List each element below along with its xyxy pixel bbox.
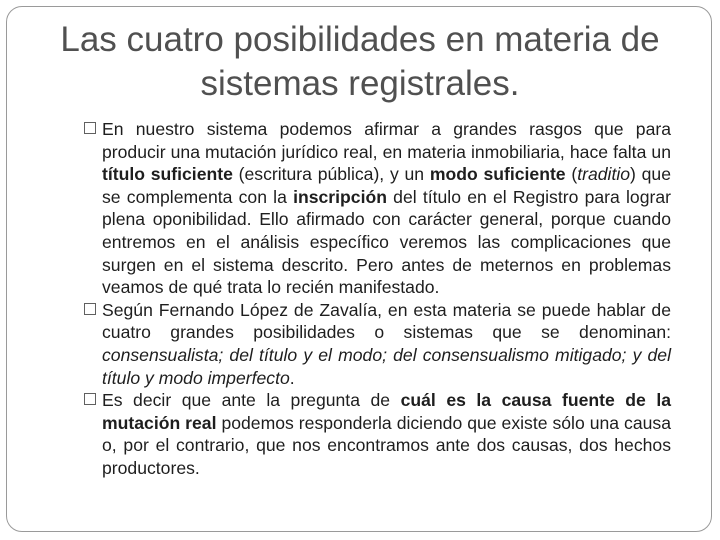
square-bullet-icon (84, 303, 96, 315)
bullet-item: Es decir que ante la pregunta de cuál es la causa fuente de la mutación real podemos responderla diciendo que existe sólo una causa o, por el contrario, que nos encontramos ante dos causas, dos hechos productores. (84, 389, 671, 479)
square-bullet-icon (84, 393, 96, 405)
slide-title: Las cuatro posibilidades en materia de sistemas registrales. (60, 20, 660, 103)
bullet-item: Según Fernando López de Zavalía, en esta materia se puede hablar de cuatro grandes posibilidades o sistemas que se denominan: consensualista; del título y el modo; del consensualismo mitigado; y del título y modo imperfecto. (84, 299, 671, 389)
bullet-list (84, 118, 671, 480)
square-bullet-icon (84, 122, 96, 134)
bullet-item: En nuestro sistema podemos afirmar a grandes rasgos que para producir una mutación jurídico real, en materia inmobiliaria, hace falta un título suficiente (escritura pública), y un modo suficiente (traditio) que se complementa con la inscripción del título en el Registro para lograr plena oponibilidad. Ello afirmado con carácter general, porque cuando entremos en el análisis específico veremos las complicaciones que surgen en el sistema descrito. Pero antes de meternos en problemas veamos de qué trata lo recién manifestado. (84, 118, 671, 299)
